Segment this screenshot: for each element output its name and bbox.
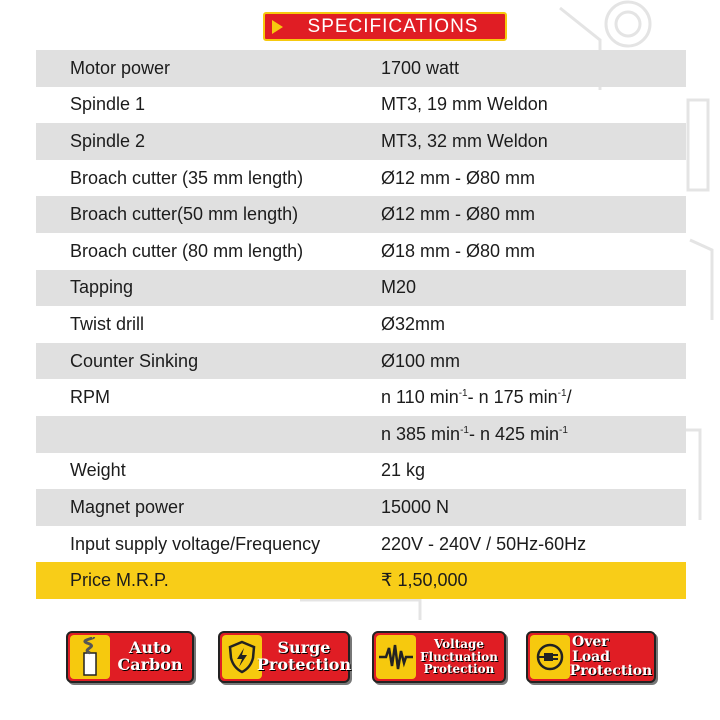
spec-value: Ø32mm xyxy=(381,313,446,334)
waveform-icon xyxy=(376,635,416,679)
badge-line: Auto xyxy=(128,638,172,658)
rpm-value-line-2 xyxy=(348,424,568,445)
spec-label: Counter Sinking xyxy=(70,350,199,371)
spec-value: Ø12 mm - Ø80 mm xyxy=(381,204,536,225)
rpm-max-2: - n 425 min xyxy=(468,423,560,444)
spec-label: Broach cutter(50 mm length) xyxy=(70,204,299,225)
spec-value: 15000 N xyxy=(381,496,450,517)
rpm-min-1: n 110 min xyxy=(381,387,459,408)
rpm-max-1: - n 175 min xyxy=(467,387,558,408)
badge-line: Voltage xyxy=(433,637,485,652)
table-row xyxy=(36,196,686,233)
spec-value: Ø12 mm - Ø80 mm xyxy=(381,167,536,188)
spec-value: Ø18 mm - Ø80 mm xyxy=(381,240,536,261)
spec-label: Broach cutter (35 mm length) xyxy=(70,167,304,188)
feature-badge-auto-carbon xyxy=(66,631,194,683)
badge-line: Surge xyxy=(277,638,331,658)
spec-label: Motor power xyxy=(70,57,171,78)
table-row xyxy=(36,489,686,526)
spec-label: Spindle 1 xyxy=(70,94,146,115)
feature-badge-voltage-fluctuation xyxy=(372,631,506,683)
table-row xyxy=(36,160,686,197)
page-title: SPECIFICATIONS xyxy=(307,15,479,37)
price-label: Price M.R.P. xyxy=(70,570,169,591)
feature-badge-surge-protection xyxy=(218,631,350,683)
spec-value: MT3, 32 mm Weldon xyxy=(381,130,548,151)
spec-value: 1700 watt xyxy=(381,57,460,78)
spec-value: 220V - 240V / 50Hz-60Hz xyxy=(381,533,587,554)
spec-label: Broach cutter (80 mm length) xyxy=(70,240,304,261)
rpm-exp: -1 xyxy=(460,424,469,436)
table-row xyxy=(36,123,686,160)
rpm-value-line-1 xyxy=(348,387,572,408)
spec-label: RPM xyxy=(70,387,110,408)
badge-line: Carbon xyxy=(117,655,183,674)
spec-label: Input supply voltage/Frequency xyxy=(70,533,321,554)
plug-icon xyxy=(530,635,570,679)
spec-label: Spindle 2 xyxy=(70,130,146,151)
spec-label: Magnet power xyxy=(70,496,185,517)
spec-value: 21 kg xyxy=(381,460,426,481)
table-row-rpm-cont xyxy=(36,416,686,453)
spec-label: Weight xyxy=(70,460,126,481)
table-row xyxy=(36,233,686,270)
feature-badge-overload-protection xyxy=(526,631,656,683)
specifications-header xyxy=(263,12,507,41)
badge-line: Protection xyxy=(256,655,352,674)
rpm-exp: -1 xyxy=(458,388,468,400)
table-row xyxy=(36,343,686,380)
spec-value: M20 xyxy=(381,277,417,298)
price-value: ₹ 1,50,000 xyxy=(381,570,468,591)
price-row xyxy=(36,562,686,599)
rpm-exp: -1 xyxy=(557,388,567,400)
badge-line: Over Load xyxy=(572,633,611,665)
table-row xyxy=(36,270,686,307)
carbon-brush-icon xyxy=(70,635,110,679)
spec-value: Ø100 mm xyxy=(381,350,461,371)
rpm-tail: / xyxy=(566,387,572,408)
table-row xyxy=(36,50,686,87)
specifications-table xyxy=(36,50,686,599)
rpm-min-2: n 385 min xyxy=(381,423,461,444)
feature-badges xyxy=(0,631,720,687)
arrow-mark-icon xyxy=(272,20,283,34)
spec-value: MT3, 19 mm Weldon xyxy=(381,94,548,115)
spec-label: Tapping xyxy=(70,277,134,298)
table-row-rpm xyxy=(36,379,686,416)
table-row xyxy=(36,87,686,124)
table-row xyxy=(36,306,686,343)
table-row xyxy=(36,526,686,563)
badge-line: Protection xyxy=(423,662,495,677)
table-row xyxy=(36,453,686,490)
rpm-exp: -1 xyxy=(559,424,568,436)
spec-label: Twist drill xyxy=(70,313,145,334)
badge-line: Fluctuation xyxy=(420,649,498,664)
badge-line: Protection xyxy=(569,663,653,680)
